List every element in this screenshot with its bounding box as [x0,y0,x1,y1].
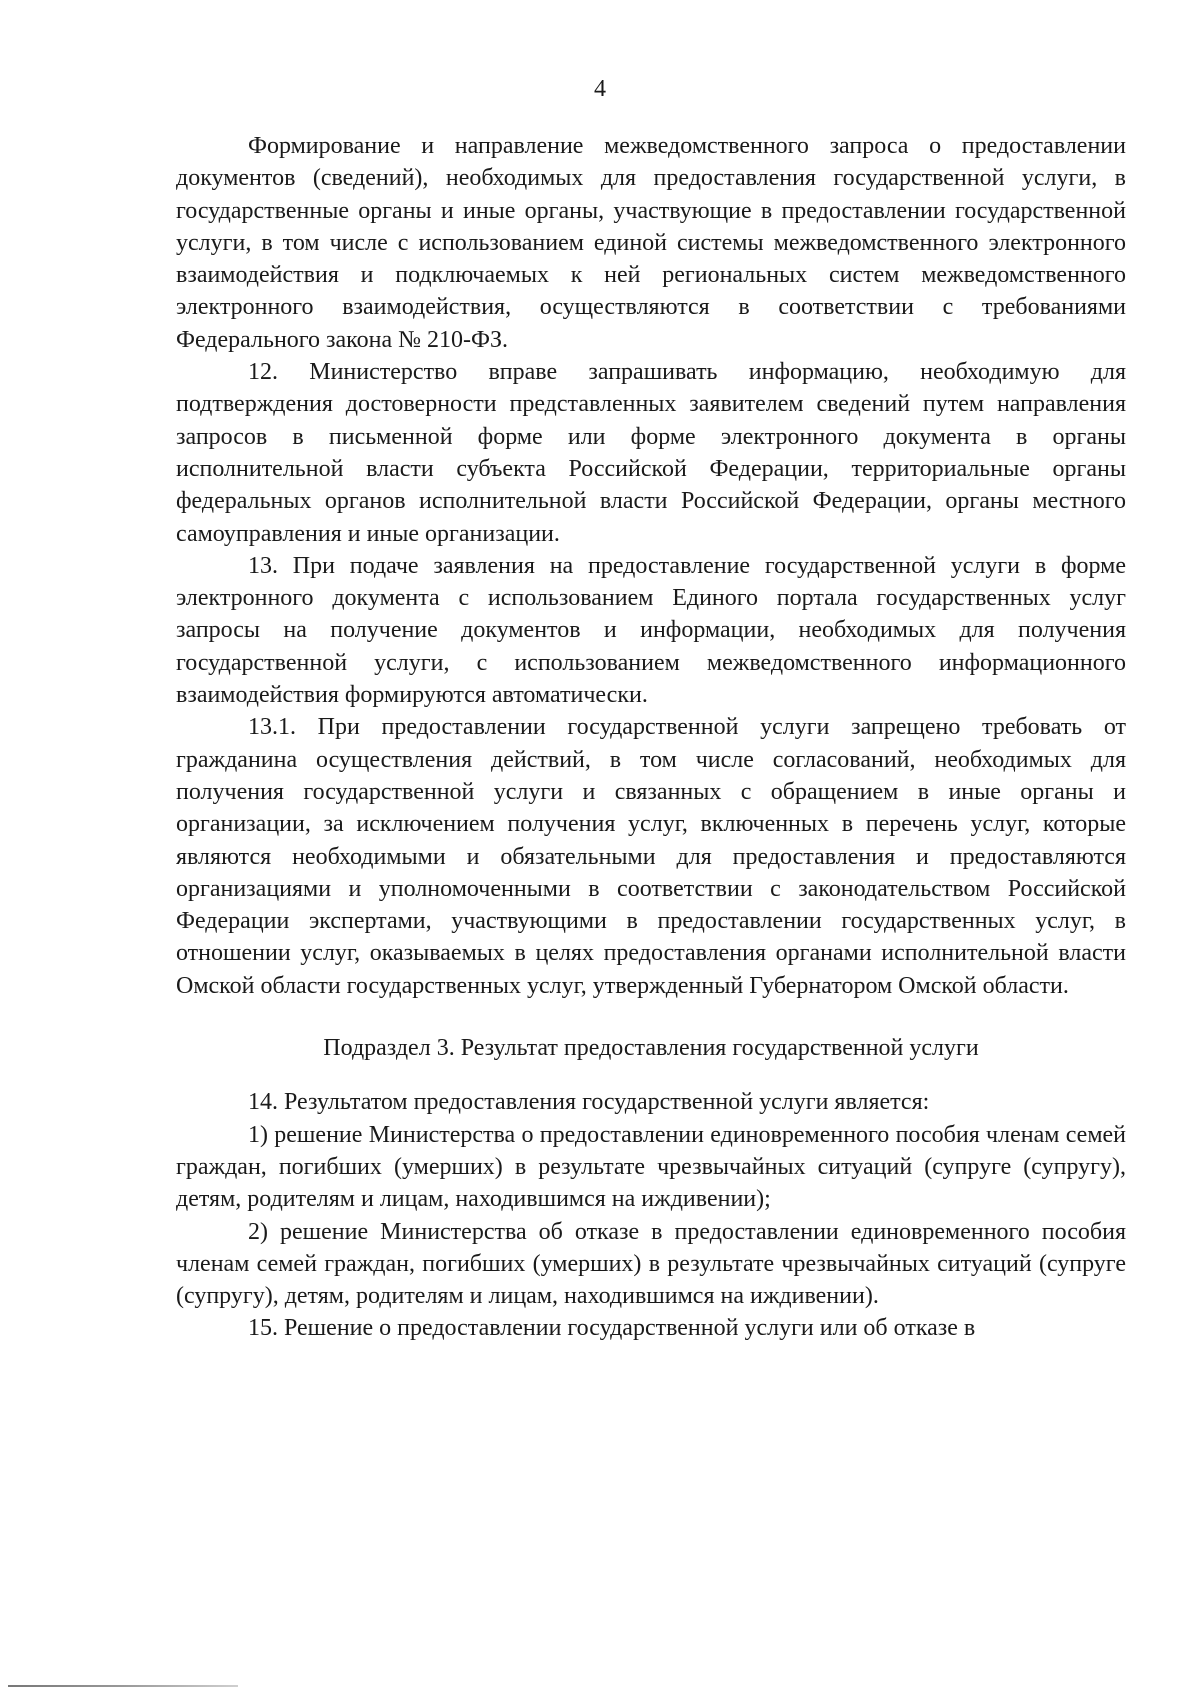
paragraph-12: 12. Министерство вправе запрашивать информацию, необходимую для подтверждения достоверности представленных заявителем сведений путем направления запросов в письменной форме или форме электронного документа в органы исполнительной власти субъекта Российской Федерации, территориальные органы федеральных органов исполнительной власти Российской Федерации, органы местного самоуправления и иные организации. [176,359,1126,547]
paragraph-14: 14. Результатом предоставления государственной услуги является: [248,1089,930,1116]
page-number: 4 [594,76,606,102]
document-body [176,130,1126,1345]
paragraph-13: 13. При подаче заявления на предоставление государственной услуги в форме электронного документа с использованием Единого портала государственных услуг запросы на получение документов и информации, необходимых для получения государственной услуги, с использованием межведомственного информационного взаимодействия формируются автоматически. [176,552,1126,709]
scan-edge-line [8,1685,238,1687]
paragraph-14-item-1: 1) решение Министерства о предоставлении единовременного пособия членам семей граждан, погибших (умерших) в результате чрезвычайных ситуаций (супруге (супругу), детям, родителям и лицам, находившимся на иждивении); [176,1121,1126,1213]
paragraph-interagency-request: Формирование и направление межведомственного запроса о предоставлении документов (сведений), необходимых для предоставления государственной услуги, в государственные органы и иные органы, участвующие в предоставлении государственной услуги, в том числе с использованием единой системы межведомственного электронного взаимодействия и подключаемых к ней региональных систем межведомственного электронного взаимодействия, осуществляются в соответствии с требованиями Федерального закона № 210-ФЗ. [176,133,1126,353]
paragraph-14-item-2: 2) решение Министерства об отказе в предоставлении единовременного пособия членам семей граждан, погибших (умерших) в результате чрезвычайных ситуаций (супруге (супругу), детям, родителям и лицам, находившимся на иждивении). [176,1218,1126,1310]
subsection-heading: Подраздел 3. Результат предоставления государственной услуги [323,1035,979,1062]
paragraph-15: 15. Решение о предоставлении государственной услуги или об отказе в [248,1315,976,1342]
paragraph-13-1: 13.1. При предоставлении государственной услуги запрещено требовать от гражданина осуществления действий, в том числе согласований, необходимых для получения государственной услуги и связанных с обращением в иные органы и организации, за исключением получения услуг, включенных в перечень услуг, которые являются необходимыми и обязательными для предоставления и предоставляются организациями и уполномоченными в соответствии с законодательством Российской Федерации экспертами, участвующими в предоставлении государственных услуг, в отношении услуг, оказываемых в целях предоставления органами исполнительной власти Омской области государственных услуг, утвержденный Губернатором Омской области. [176,714,1126,999]
